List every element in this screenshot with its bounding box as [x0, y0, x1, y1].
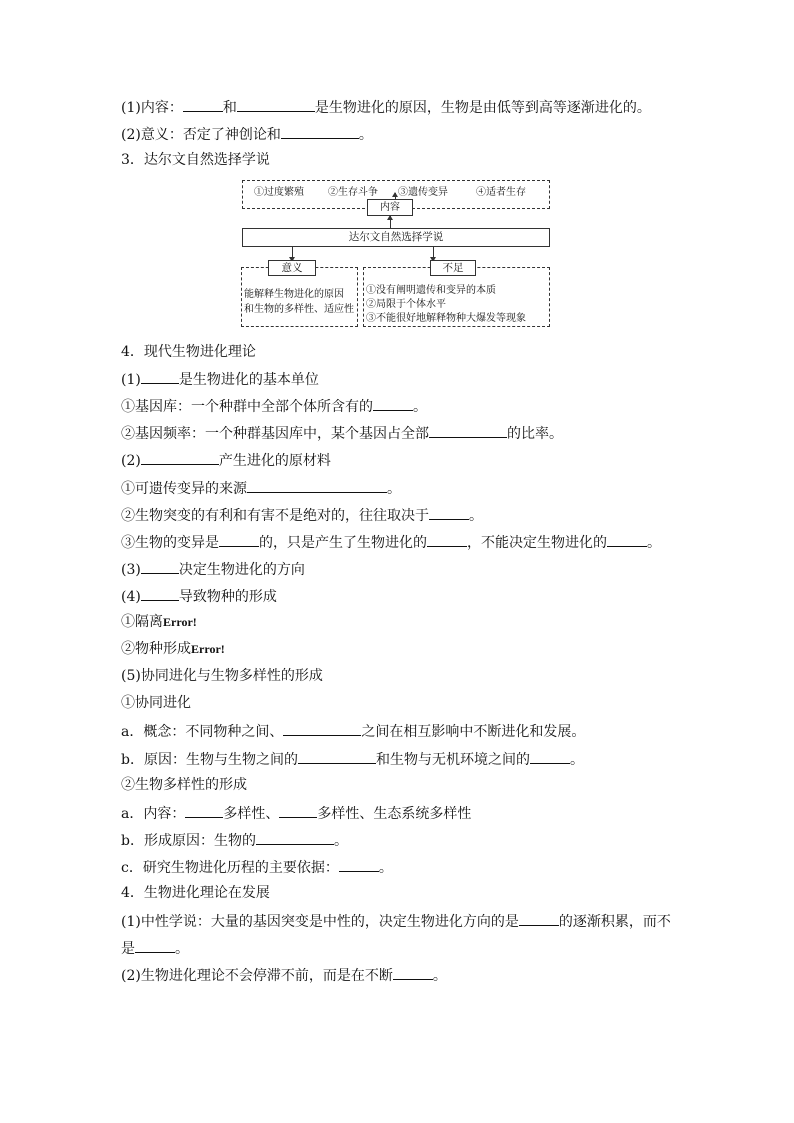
text: (2) — [121, 453, 141, 469]
text: 。 — [569, 752, 584, 768]
section-heading: 4．生物进化理论在发展 — [121, 885, 270, 901]
top-item: ①过度繁殖 — [254, 187, 304, 198]
text: (1) — [121, 372, 141, 388]
line — [121, 749, 584, 769]
text: (4) — [121, 589, 141, 605]
line — [121, 938, 189, 958]
blank[interactable] — [219, 532, 259, 547]
line — [121, 396, 427, 416]
text: 是生物进化的基本单位 — [178, 372, 319, 388]
line-content — [121, 97, 651, 117]
line: ②生物多样性的形成 — [121, 777, 247, 793]
text: 的，只是产生了生物进化的 — [259, 535, 427, 551]
line — [121, 911, 671, 931]
text: ①基因库：一个种群中全部个体所含有的 — [121, 399, 373, 415]
line — [121, 478, 401, 498]
blank[interactable] — [298, 749, 376, 764]
lack-item: ②局限于个体水平 — [366, 299, 446, 310]
text: ②生物突变的有利和有害不是绝对的，往往取决于 — [121, 508, 429, 524]
blank[interactable] — [183, 97, 223, 112]
blank[interactable] — [256, 830, 334, 845]
text: a．概念：不同物种之间、 — [121, 724, 284, 740]
text: 决定生物进化的方向 — [178, 562, 305, 578]
error-text: Error! — [191, 642, 225, 656]
top-item: ②生存斗争 — [328, 187, 378, 198]
text: 。 — [333, 833, 348, 849]
blank[interactable] — [141, 559, 179, 574]
text: ，不能决定生物进化的 — [467, 535, 607, 551]
text: (1)中性学说：大量的基因突变是中性的，决定生物进化方向的是 — [121, 914, 519, 930]
text: b．原因：生物与生物之间的 — [121, 752, 298, 768]
text: 的比率。 — [507, 426, 563, 442]
blank[interactable] — [135, 938, 175, 953]
lack-item: ③不能很好地解释物种大爆发等现象 — [366, 313, 526, 324]
line — [121, 423, 563, 443]
center-label: 达尔文自然选择学说 — [242, 228, 550, 247]
line — [121, 532, 661, 552]
section-heading: 4．现代生物进化理论 — [121, 344, 256, 360]
blank[interactable] — [427, 532, 467, 547]
meaning-text: 和生物的多样性、适应性 — [244, 304, 354, 315]
text: 。 — [469, 508, 483, 524]
text: 产生进化的原材料 — [218, 453, 331, 469]
text: ①可遗传变异的来源 — [121, 481, 247, 497]
blank[interactable] — [339, 857, 379, 872]
line — [121, 559, 305, 579]
text: 。 — [413, 399, 427, 415]
line — [121, 369, 319, 389]
text: 和生物与无机环境之间的 — [375, 752, 530, 768]
text: 是 — [121, 941, 135, 957]
text: (3) — [121, 562, 141, 578]
top-item: ③遗传变异 — [398, 187, 448, 198]
text: 。 — [432, 968, 447, 984]
blank[interactable] — [429, 423, 507, 438]
text: ②基因频率：一个种群基因库中，某个基因占全部 — [121, 426, 429, 442]
arrow-down-icon — [292, 247, 293, 261]
blank[interactable] — [429, 505, 469, 520]
text: 。 — [358, 127, 373, 143]
text: 。 — [387, 481, 401, 497]
line — [121, 613, 197, 631]
line — [121, 586, 277, 606]
section-heading: 3．达尔文自然选择学说 — [121, 152, 270, 168]
text: 。 — [647, 535, 661, 551]
blank[interactable] — [185, 803, 223, 818]
text: 。 — [175, 941, 189, 957]
darwin-diagram — [240, 180, 552, 330]
line — [121, 450, 331, 470]
meaning-text: 能解释生物进化的原因 — [244, 289, 344, 300]
line — [121, 857, 393, 877]
text: ①隔离 — [121, 614, 163, 630]
blank[interactable] — [141, 586, 179, 601]
blank[interactable] — [519, 911, 559, 926]
error-text: Error! — [163, 615, 197, 629]
meaning-label: 意义 — [268, 260, 316, 276]
text: 多样性、生态系统多样性 — [317, 806, 472, 822]
text: 和 — [222, 100, 237, 116]
blank[interactable] — [373, 396, 413, 411]
text: (2)意义：否定了神创论和 — [121, 127, 281, 143]
blank[interactable] — [279, 803, 317, 818]
text: 多样性、 — [223, 806, 280, 822]
text: 导致物种的形成 — [178, 589, 277, 605]
text: (2)生物进化理论不会停滞不前，而是在不断 — [121, 968, 393, 984]
text: ③生物的变异是 — [121, 535, 219, 551]
line — [121, 640, 225, 658]
text: 。 — [378, 860, 393, 876]
line-meaning — [121, 124, 373, 144]
text: a．内容： — [121, 806, 186, 822]
line — [121, 803, 471, 823]
content-label: 内容 — [367, 199, 413, 216]
text: ②物种形成 — [121, 641, 191, 657]
blank[interactable] — [393, 965, 433, 980]
arrow-down-icon — [433, 247, 434, 261]
blank[interactable] — [283, 721, 361, 736]
lack-label: 不足 — [430, 260, 476, 276]
blank[interactable] — [607, 532, 647, 547]
text: 是生物进化的原因，生物是由低等到高等逐渐进化的。 — [314, 100, 651, 116]
blank[interactable] — [141, 450, 219, 465]
line: (5)协同进化与生物多样性的形成 — [121, 668, 323, 684]
blank[interactable] — [530, 749, 570, 764]
text: (1)内容： — [121, 100, 183, 116]
top-item: ④适者生存 — [476, 187, 526, 198]
lack-item: ①没有阐明遗传和变异的本质 — [366, 285, 496, 296]
text: b．形成原因：生物的 — [121, 833, 256, 849]
line — [121, 721, 585, 741]
blank[interactable] — [141, 369, 179, 384]
blank[interactable] — [247, 478, 387, 493]
line — [121, 965, 447, 985]
line — [121, 505, 483, 525]
text: c．研究生物进化历程的主要依据： — [121, 860, 339, 876]
blank[interactable] — [281, 124, 359, 139]
text: 的逐渐积累，而不 — [558, 914, 671, 930]
arrow-up-icon — [390, 216, 391, 228]
line: ①协同进化 — [121, 695, 191, 711]
text: 之间在相互影响中不断进化和发展。 — [361, 724, 586, 740]
blank[interactable] — [237, 97, 315, 112]
line — [121, 830, 348, 850]
